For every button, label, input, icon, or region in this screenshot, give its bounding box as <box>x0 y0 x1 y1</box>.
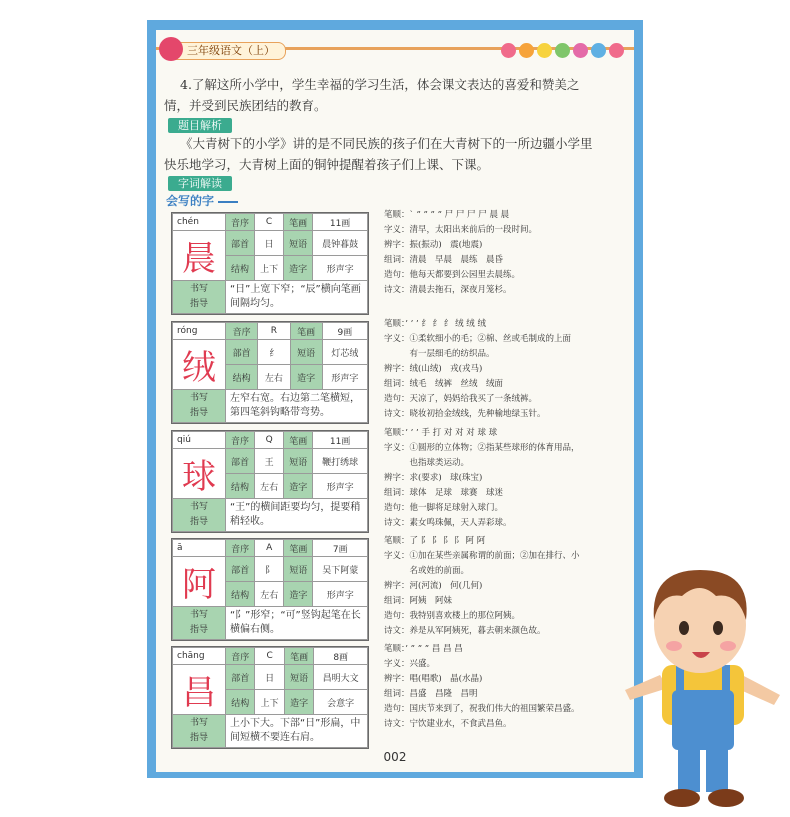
label: 音序 <box>226 214 255 231</box>
boy-arm <box>625 675 668 700</box>
value: 11画 <box>313 214 368 231</box>
note-line: 字义：兴盛。 <box>384 659 436 669</box>
value: 纟 <box>258 340 290 365</box>
label: 短语 <box>290 340 322 365</box>
label: 短语 <box>284 449 313 474</box>
char-card <box>171 212 369 315</box>
label: 部首 <box>226 340 258 365</box>
char-notes <box>384 534 624 639</box>
face-icon <box>501 43 516 58</box>
section-title-write <box>166 192 238 209</box>
char-card <box>171 538 369 641</box>
label: 造字 <box>284 690 313 715</box>
textbook-page <box>156 30 634 772</box>
guide-label: 书写 指导 <box>173 390 226 423</box>
pinyin: róng <box>173 323 226 340</box>
note-line: 造句：天凉了，妈妈给我买了一条绒裤。 <box>384 394 538 404</box>
character: 昌 <box>173 665 226 715</box>
note-line: 组词：昌盛 昌隆 昌明 <box>384 689 478 699</box>
value: 形声字 <box>313 474 368 499</box>
label: 音序 <box>226 323 258 340</box>
note-line: 笔顺：’ ’ ’ 纟 纟 纟 绒 绒 绒 <box>384 319 486 329</box>
note-line: 造句：他每天都要到公园里去晨练。 <box>384 270 521 280</box>
face-icon <box>573 43 588 58</box>
face-icon <box>537 43 552 58</box>
cartoon-boy-illustration <box>620 540 790 817</box>
label: 笔画 <box>290 323 322 340</box>
note-line: 诗文：宁饮建业水，不食武昌鱼。 <box>384 719 512 729</box>
page-header <box>156 42 634 58</box>
note-line: 造句：我特别喜欢楼上的那位阿姨。 <box>384 611 521 621</box>
label: 造字 <box>284 582 313 607</box>
writing-guide: “王”的横间距要均匀，提要稍稍轻收。 <box>226 499 368 532</box>
note-line: 诗文：素女鸣珠佩，天人弄彩球。 <box>384 518 512 528</box>
value: 日 <box>255 231 284 256</box>
value: 形声字 <box>313 582 368 607</box>
intro-line-2: 情，并受到民族团结的教育。 <box>164 98 327 113</box>
note-line: 组词：阿姨 阿妹 <box>384 596 453 606</box>
boy-overalls <box>672 690 734 750</box>
value: 左右 <box>255 474 284 499</box>
writing-guide: “阝”形窄；“可”竖钩起笔在长横偏右侧。 <box>226 607 368 640</box>
value: 7画 <box>313 540 368 557</box>
char-notes <box>384 208 624 298</box>
note-line: 辨字：河(河流) 何(几何) <box>384 581 483 591</box>
face-icon <box>519 43 534 58</box>
guide-label: 书写 指导 <box>173 281 226 314</box>
note-line: 笔顺：’ ’ ’ 手 打 对 对 对 球 球 <box>384 428 498 438</box>
boy-strap <box>722 665 730 695</box>
note-line: 组词：绒毛 绒裤 丝绒 绒面 <box>384 379 504 389</box>
note-line: 诗文：清晨去拖石，深夜月笼杉。 <box>384 285 512 295</box>
boy-eye <box>713 621 723 635</box>
char-card <box>171 321 369 424</box>
value: 形声字 <box>313 256 368 281</box>
arrow-icon <box>218 201 238 203</box>
note-line: 也指球类运动。 <box>384 458 470 468</box>
value: 鞭打绣球 <box>313 449 368 474</box>
guide-label: 书写 指导 <box>173 715 226 748</box>
value: 会意字 <box>314 690 368 715</box>
value: 形声字 <box>322 365 367 390</box>
pinyin: chāng <box>173 648 226 665</box>
label: 部首 <box>226 557 255 582</box>
intro-line-1: 4.了解这所小学中，学生幸福的学习生活，体会课文表达的喜爱和赞美之 <box>180 77 580 92</box>
note-line: 造句：他一脚将足球射入球门。 <box>384 503 504 513</box>
value: Q <box>255 432 284 449</box>
face-icon <box>555 43 570 58</box>
label: 音序 <box>226 432 255 449</box>
label: 造字 <box>284 256 313 281</box>
label: 笔画 <box>284 214 313 231</box>
label: 音序 <box>226 540 255 557</box>
value: 阝 <box>255 557 284 582</box>
note-line: 有一层细毛的纺织品。 <box>384 349 495 359</box>
note-line: 组词：清晨 早晨 晨练 晨昏 <box>384 255 504 265</box>
character: 球 <box>173 449 226 499</box>
value: 吴下阿蒙 <box>313 557 368 582</box>
char-notes <box>384 317 624 422</box>
value: 昌明大文 <box>314 665 368 690</box>
label: 短语 <box>284 557 313 582</box>
analysis-line-1: 《大青树下的小学》讲的是不同民族的孩子们在大青树下的一所边疆小学里 <box>180 136 593 151</box>
value: R <box>258 323 290 340</box>
value: C <box>255 648 284 665</box>
char-notes <box>384 642 624 732</box>
label: 音序 <box>226 648 255 665</box>
boy-cheek <box>666 641 682 651</box>
decor-dots <box>501 43 624 58</box>
note-line: 诗文：晓妆初拾金绒线，先种榆地绿玉针。 <box>384 409 546 419</box>
note-line: 字义：①圆形的立体物；②指某些球形的体育用品， <box>384 443 580 453</box>
note-line: 辨字：振(振动) 震(地震) <box>384 240 483 250</box>
value: C <box>255 214 284 231</box>
label: 结构 <box>226 365 258 390</box>
note-line: 造句：国庆节来到了，祝我们伟大的祖国繁荣昌盛。 <box>384 704 580 714</box>
guide-label: 书写 指导 <box>173 499 226 532</box>
label: 笔画 <box>284 432 313 449</box>
char-card <box>171 646 369 749</box>
label: 短语 <box>284 665 313 690</box>
label: 部首 <box>226 665 255 690</box>
character: 阿 <box>173 557 226 607</box>
label: 结构 <box>226 474 255 499</box>
value: 9画 <box>322 323 367 340</box>
grade-label: 三年级语文（上） <box>187 44 275 57</box>
char-notes <box>384 426 624 531</box>
label: 短语 <box>284 231 313 256</box>
value: 上下 <box>255 690 284 715</box>
writing-guide: 上小下大。下部“日”形扁，中间短横不要连右肩。 <box>226 715 368 748</box>
value: 左右 <box>258 365 290 390</box>
pinyin: chén <box>173 214 226 231</box>
note-line: 辨字：唱(唱歌) 晶(水晶) <box>384 674 483 684</box>
analysis-line-2: 快乐地学习，大青树上面的铜钟提醒着孩子们上课、下课。 <box>164 157 490 172</box>
section-title-analysis: 题目解析 <box>168 118 232 133</box>
value: 王 <box>255 449 284 474</box>
character: 晨 <box>173 231 226 281</box>
note-line: 字义：①柔软细小的毛；②棉、丝或毛制成的上面 <box>384 334 572 344</box>
value: 灯芯绒 <box>322 340 367 365</box>
value: A <box>255 540 284 557</box>
face-icon <box>591 43 606 58</box>
label: 结构 <box>226 690 255 715</box>
guide-label: 书写 指导 <box>173 607 226 640</box>
value: 日 <box>255 665 284 690</box>
logo-icon <box>159 37 183 61</box>
value: 上下 <box>255 256 284 281</box>
char-card <box>171 430 369 533</box>
note-line: 笔顺：了 阝 阝 阝 阝 阿 阿 <box>384 536 486 546</box>
face-icon <box>609 43 624 58</box>
label: 部首 <box>226 449 255 474</box>
label: 笔画 <box>284 648 313 665</box>
note-line: 诗文：养是从军阿姨死，暮去朝来颜色故。 <box>384 626 546 636</box>
note-line: 笔顺：` ” ” ” ” 尸 尸 尸 尸 晨 晨 <box>384 210 510 220</box>
boy-cheek <box>720 641 736 651</box>
label: 结构 <box>226 256 255 281</box>
note-line: 笔顺：’ ” ” ” 昌 昌 昌 <box>384 644 463 654</box>
writing-guide: “日”上宽下窄；“辰”横向笔画间隔均匀。 <box>226 281 368 314</box>
boy-shoe <box>708 789 744 807</box>
label: 造字 <box>284 474 313 499</box>
label: 笔画 <box>284 540 313 557</box>
write-label: 会写的字 <box>166 194 215 208</box>
boy-shoe <box>664 789 700 807</box>
character: 绒 <box>173 340 226 390</box>
note-line: 字义：清早，太阳出来前后的一段时间。 <box>384 225 538 235</box>
value: 晨钟暮鼓 <box>313 231 368 256</box>
label: 结构 <box>226 582 255 607</box>
page-number: 002 <box>383 750 407 764</box>
note-line: 名或姓的前面。 <box>384 566 470 576</box>
writing-guide: 左窄右宽。右边第二笔横短，第四笔斜钩略带弯势。 <box>226 390 368 423</box>
section-title-words: 字词解读 <box>168 176 232 191</box>
value: 左右 <box>255 582 284 607</box>
grade-tag <box>164 42 286 60</box>
value: 11画 <box>313 432 368 449</box>
pinyin: ā <box>173 540 226 557</box>
note-line: 组词：球体 足球 球赛 球迷 <box>384 488 504 498</box>
note-line: 辨字：求(要求) 球(珠宝) <box>384 473 483 483</box>
note-line: 字义：①加在某些亲属称谓的前面；②加在排行、小 <box>384 551 580 561</box>
label: 部首 <box>226 231 255 256</box>
pinyin: qiú <box>173 432 226 449</box>
value: 8画 <box>314 648 368 665</box>
boy-eye <box>679 621 689 635</box>
label: 造字 <box>290 365 322 390</box>
note-line: 辨字：绒(山绒) 戎(戎马) <box>384 364 483 374</box>
